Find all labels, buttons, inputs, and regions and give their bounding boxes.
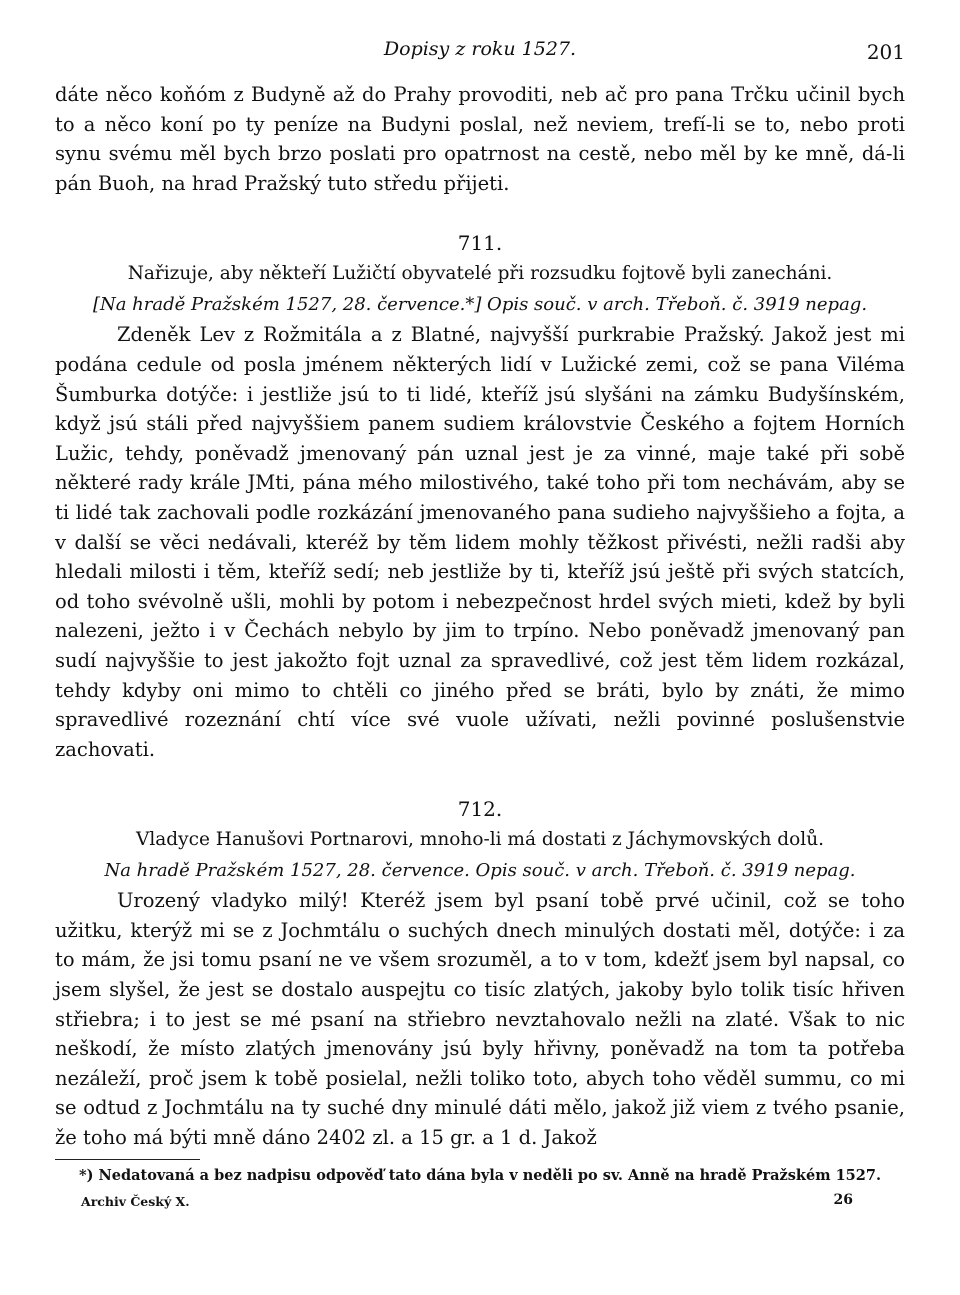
footnote-divider bbox=[55, 1159, 200, 1160]
letter-source: Na hradě Pražském 1527, 28. července. Opis souč. v arch. Třeboň. č. 3919 nepag. bbox=[104, 860, 856, 882]
letter-712 bbox=[55, 794, 905, 1152]
letter-title: Vladyce Hanušovi Portnarovi, mnoho-li má dostati z Jáchymovských dolů. bbox=[135, 829, 824, 851]
page-number: 201 bbox=[866, 40, 905, 64]
running-title: Dopisy z roku 1527. bbox=[383, 38, 577, 60]
letter-number: 712. bbox=[457, 797, 503, 822]
page-header bbox=[55, 30, 905, 80]
page-footer bbox=[55, 1192, 905, 1218]
intro-paragraph: dáte něco koňóm z Budyně až do Prahy provoditi, neb ač pro pana Trčku učinil bych to a něco koní po ty peníze na Budyni poslal, než neviem, trefí-li se to, nebo proti synu svému měl bych brzo poslati pro opatrnost na cestě, nebo měl by ke mně, dá-li pán Buoh, na hrad Pražský tuto středu přijeti. bbox=[55, 83, 905, 195]
document-page bbox=[55, 30, 905, 1218]
letter-number: 711. bbox=[457, 231, 503, 256]
letter-body: Urozený vladyko milý! Kteréž jsem byl psaní tobě prvé učinil, což se toho užitku, kterýž mi se z Jochmtálu o suchých dnech minulých dostati měl, dotýče: i za to mám, že jsi tomu psaní ne ve všem srozuměl, a to v tom, kdežť jsem byl napsal, co jsem slyšel, že jest se dostalo auspejtu co tisíc zlatých, jakoby bylo tolik tisíc hřiven střiebra; i to jest se mé psaní na střiebro nevztahovalo nežli na zlaté. Však to nic neškodí, že místo zlatých jmenovány jsú byly hřivny, poněvadž na tom ta potřeba nezáleží, proč jsem k tobě posielal, nežli toliko toto, abych toho věděl summu, co mi se odtud z Jochmtálu na ty suché dny minulé dáti mělo, jakož již viem z tvého psanie, že toho má býti mně dáno 2402 zl. a 15 gr. a 1 d. Jakož bbox=[55, 889, 905, 1150]
letter-title: Nařizuje, aby někteří Lužičtí obyvatelé při rozsudku fojtově byli zanecháni. bbox=[127, 263, 833, 285]
footnote: *) Nedatovaná a bez nadpisu odpověď tato dána byla v neděli po sv. Anně na hradě Pražském 1527. bbox=[79, 1166, 881, 1184]
letter-source: [Na hradě Pražském 1527, 28. července.*] Opis souč. v arch. Třeboň. č. 3919 nepag. bbox=[92, 294, 868, 316]
footer-sheet-number: 26 bbox=[833, 1191, 853, 1208]
letter-body: Zdeněk Lev z Rožmitála a z Blatné, najvyšší purkrabie Pražský. Jakož jest mi podána cedule od posla jménem některých lidí v Lužické zemi, což se pana Viléma Šumburka dotýče: i jestliže jsú to ti lidé, kteříž jsú slyšáni na zámku Budyšínském, když jsú stáli před najvyššiem panem sudiem královstvie Českého a fojtem Horních Lužic, tehdy, poněvadž jmenovaný pán uznal jest je za vinné, maje také při sobě některé rady krále JMti, pána mého milostivého, také toho při tom nechávám, aby se ti lidé tak zachovali podle rozkázání jmenovaného pana sudieho najvyššieho a fojta, a v další se věci nedávali, kteréž by těm lidem mohly těžkost přivésti, nežli radši aby hledali milosti i těm, kteříž sedí; neb jestliže by ti, kteříž jsú ještě při svých statcích, od toho svévolně ušli, mohli by potom i nebezpečnost hrdel svých mieti, kdež by byli nalezeni, ježto i v Čechách nebylo by jim to trpíno. Nebo poněvadž jmenovaný pan sudí najvyššie to jest jakožto fojt uznal za spravedlivé, což jest těm lidem rozkázal, tehdy kdyby oni mimo to chtěli co jiného před se bráti, bylo by znáti, že mimo spravedlivé rozeznání chtí více své vuole užívati, nežli povinné poslušenstvie zachovati. bbox=[55, 323, 905, 761]
footer-signature: Archiv Český X. bbox=[81, 1193, 190, 1209]
letter-711 bbox=[55, 228, 905, 764]
